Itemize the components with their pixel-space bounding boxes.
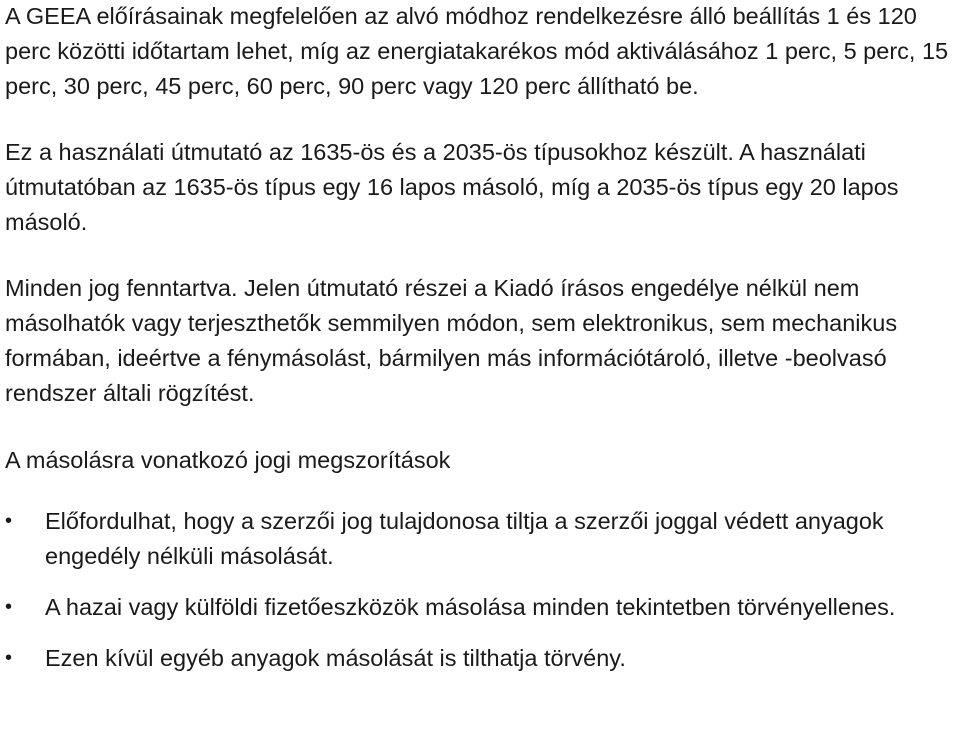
restrictions-list [5, 504, 956, 676]
list-item [5, 641, 956, 676]
paragraph-copyright: Minden jog fenntartva. Jelen útmutató részei a Kiadó írásos engedélye nélkül nem másolhatók vagy terjeszthetők semmilyen módon, sem elektronikus, sem mechanikus formában, ideértve a fénymásolást, bármilyen más információtároló, illetve -beolvasó rendszer általi rögzítést. [5, 275, 898, 406]
list-item-text: Előfordulhat, hogy a szerzői jog tulajdonosa tiltja a szerzői joggal védett anyagok engedély nélküli másolását. [45, 508, 884, 569]
paragraph-sleep-mode: A GEEA előírásainak megfelelően az alvó módhoz rendelkezésre álló beállítás 1 és 120 perc közötti időtartam lehet, míg az energiatakarékos mód aktiválásához 1 perc, 5 perc, 15 perc, 30 perc, 45 perc, 60 perc, 90 perc vagy 120 perc állítható be. [5, 3, 949, 99]
document-page [5, 0, 956, 676]
section-heading: A másolásra vonatkozó jogi megszorítások [5, 447, 451, 473]
list-item-text: A hazai vagy külföldi fizetőeszközök másolása minden tekintetben törvényellenes. [45, 594, 896, 620]
bullet-icon: • [5, 647, 13, 669]
list-item [5, 590, 956, 625]
bullet-icon: • [5, 596, 13, 618]
list-item-text: Ezen kívül egyéb anyagok másolását is tilthatja törvény. [45, 645, 626, 671]
bullet-icon: • [5, 510, 13, 532]
list-item [5, 504, 956, 574]
paragraph-models: Ez a használati útmutató az 1635-ös és a 2035-ös típusokhoz készült. A használati útmutatóban az 1635-ös típus egy 16 lapos másoló, míg a 2035-ös típus egy 20 lapos másoló. [5, 139, 899, 235]
